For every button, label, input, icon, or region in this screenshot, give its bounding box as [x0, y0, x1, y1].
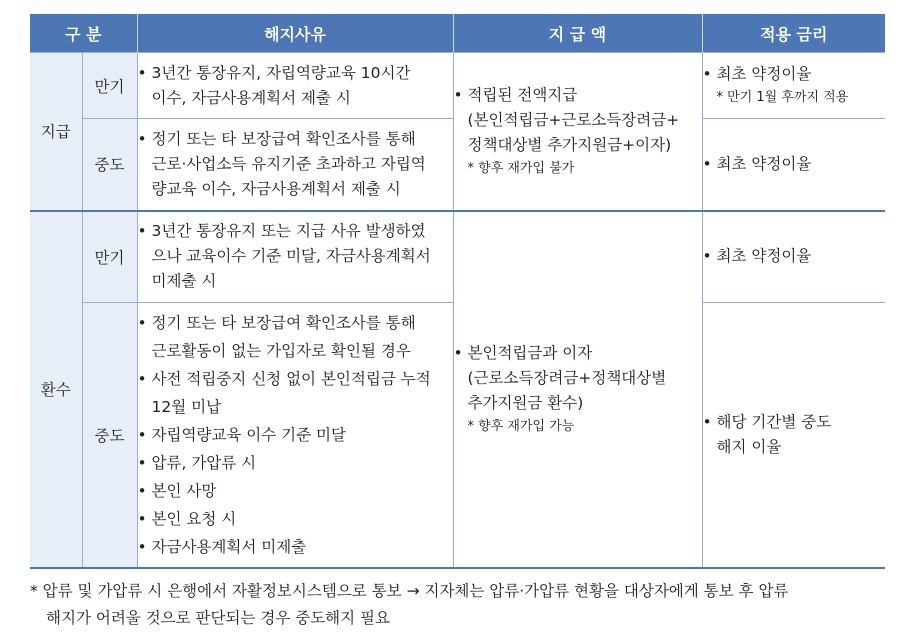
pay-maturity-rate: • 최초 약정이율 * 만기 1월 후까지 적용 [702, 53, 885, 119]
term-pay-maturity: 만기 [82, 53, 137, 119]
pay-maturity-reason: • 3년간 통장유지, 자립역량교육 10시간 이수, 자금사용계획서 제출 시 [137, 53, 453, 119]
list-item: • 압류, 가압류 시 [138, 449, 453, 477]
term-refund-maturity: 만기 [82, 211, 137, 303]
refund-midway-rate: • 해당 기간별 중도 해지 이율 [702, 303, 885, 568]
table-header-row [30, 14, 885, 53]
header-category: 구 분 [30, 14, 137, 53]
list-item: • 정기 또는 타 보장급여 확인조사를 통해 근로활동이 없는 가입자로 확인될 경우 [138, 309, 453, 365]
group-refund: 환수 [30, 211, 82, 568]
list-item: • 자금사용계획서 미제출 [138, 533, 453, 561]
table-row [30, 53, 885, 119]
footnote-line-1: * 압류 및 가압류 시 은행에서 자활정보시스템으로 통보 → 지자체는 압류·가압류 현황을 대상자에게 통보 후 압류 [30, 582, 789, 600]
list-item: • 자립역량교육 이수 기준 미달 [138, 421, 453, 449]
footnote [30, 578, 890, 632]
list-item: • 사전 적립중지 신청 없이 본인적립금 누적 12월 미납 [138, 365, 453, 421]
pay-midway-rate: • 최초 약정이율 [702, 119, 885, 211]
pay-amount: • 적립된 전액지급 (본인적립금+근로소득장려금+ 정책대상별 추가지원금+이자) * 향후 재가입 불가 [453, 53, 702, 211]
header-reason: 해지사유 [137, 14, 453, 53]
refund-amount: • 본인적립금과 이자 (근로소득장려금+정책대상별 추가지원금 환수) * 향후 재가입 가능 [453, 211, 702, 568]
table-row [30, 211, 885, 303]
group-pay: 지급 [30, 53, 82, 211]
refund-amount-note: * 향후 재가입 가능 [467, 418, 575, 434]
header-amount: 지 급 액 [453, 14, 702, 53]
pay-amount-note: * 향후 재가입 불가 [467, 160, 575, 176]
list-item: • 본인 사망 [138, 477, 453, 505]
refund-midway-reasons [137, 303, 453, 568]
header-rate: 적용 금리 [702, 14, 885, 53]
footnote-line-2: 해지가 어려울 것으로 판단되는 경우 중도해지 필요 [46, 609, 390, 627]
pay-maturity-rate-note: * 만기 1월 후까지 적용 [716, 90, 849, 105]
benefit-table [30, 14, 885, 569]
refund-maturity-reason: • 3년간 통장유지 또는 지급 사유 발생하였 으나 교육이수 기준 미달, 자금사용계획서 미제출 시 [137, 211, 453, 303]
term-pay-midway: 중도 [82, 119, 137, 211]
refund-maturity-rate: • 최초 약정이율 [702, 211, 885, 303]
pay-midway-reason: • 정기 또는 타 보장급여 확인조사를 통해 근로·사업소득 유지기준 초과하고 자립역 량교육 이수, 자금사용계획서 제출 시 [137, 119, 453, 211]
list-item: • 본인 요청 시 [138, 505, 453, 533]
term-refund-midway: 중도 [82, 303, 137, 568]
